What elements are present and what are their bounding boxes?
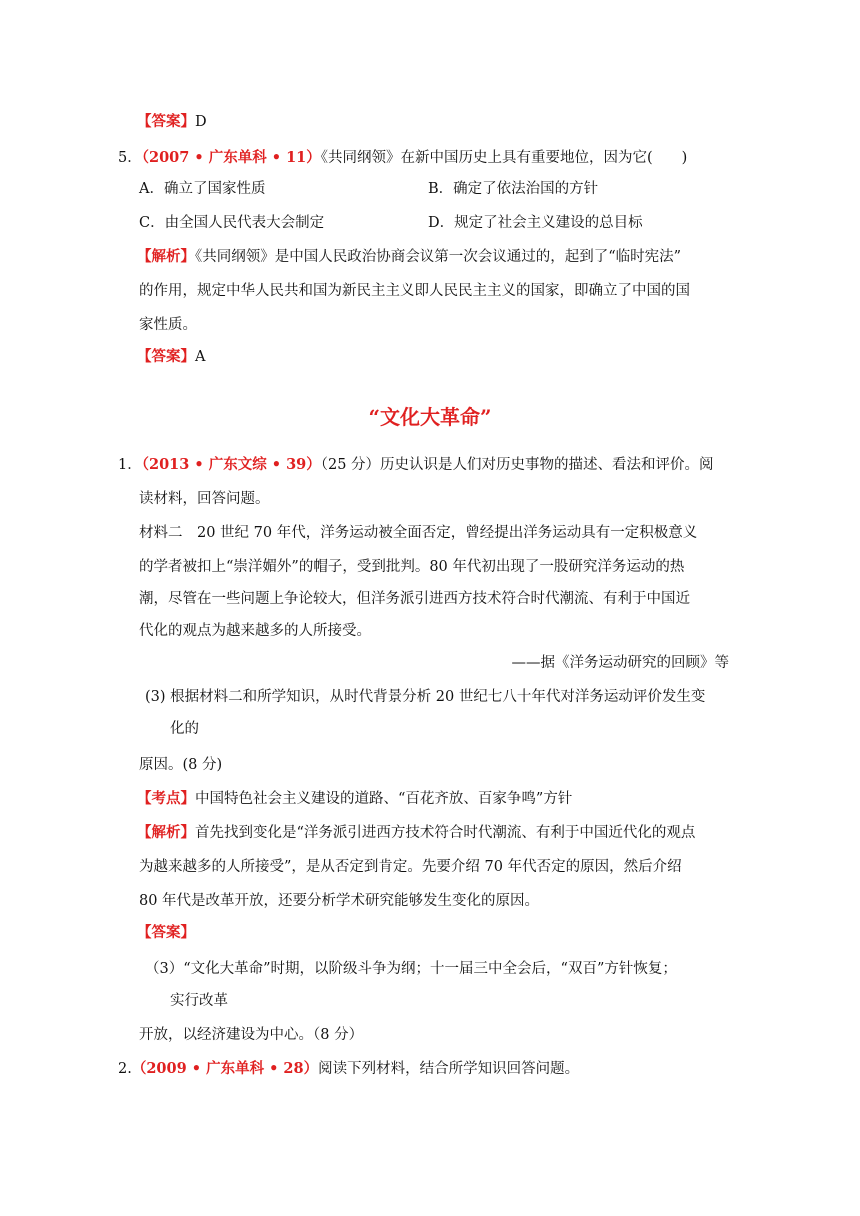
answer-tag-line: [137, 923, 195, 943]
answer-value: A: [195, 349, 206, 365]
option-b: B．确定了依法治国的方针: [428, 181, 599, 197]
material-line-1: 材料二 20 世纪 70 年代，洋务运动被全面否定，曾经提出洋务运动具有一定积极意义: [139, 525, 698, 541]
analysis-tag: 【解析】: [137, 824, 195, 841]
analysis-line-1: [137, 823, 695, 843]
prev-answer-line: [137, 112, 207, 132]
analysis-text: 首先找到变化是“洋务派引进西方技术符合时代潮流、有利于中国近代化的观点: [195, 825, 696, 841]
kaodian-text: 中国特色社会主义建设的道路、“百花齐放、百家争鸣”方针: [195, 791, 573, 807]
analysis-line-1: [137, 247, 681, 267]
answer-line: [137, 347, 205, 367]
analysis-line-3: 80 年代是改革开放，还要分析学术研究能够发生变化的原因。: [139, 893, 540, 909]
answer-value: D: [195, 114, 207, 130]
analysis-text: 《共同纲领》是中国人民政治协商会议第一次会议通过的，起到了“临时宪法”: [195, 249, 682, 265]
option-a: A．确立了国家性质: [139, 181, 266, 197]
answer-line-1: （3）“文化大革命”时期，以阶级斗争为纲；十一届三中全会后，“双百”方针恢复；: [145, 961, 677, 977]
material-line-3: 潮，尽管在一些问题上争论较大，但洋务派引进西方技术符合时代潮流、有利于中国近: [139, 591, 690, 607]
question-text: （25 分）历史认识是人们对历史事物的描述、看法和评价。阅: [320, 457, 714, 473]
question-number: 5．: [118, 150, 142, 166]
question-2-stem: [118, 1059, 579, 1079]
analysis-line-2: 的作用，规定中华人民共和国为新民主主义即人民民主主义的国家，即确立了中国的国: [139, 283, 690, 299]
question-5-stem: [118, 148, 687, 168]
answer-tag: 【答案】: [137, 113, 195, 130]
question-source: （2013 • 广东文综 • 39）: [141, 456, 321, 473]
question-1-stem-line-1: [118, 455, 714, 475]
material-line-4: 代化的观点为越来越多的人所接受。: [139, 623, 371, 639]
question-number: 1．: [118, 457, 142, 473]
question-source: （2009 • 广东单科 • 28）: [131, 1060, 319, 1077]
analysis-line-2: 为越来越多的人所接受”，是从否定到肯定。先要介绍 70 年代否定的原因，然后介绍: [139, 859, 682, 875]
section-title: “文化大革命”: [368, 405, 492, 429]
answer-line-3: 开放，以经济建设为中心。（8 分）: [139, 1027, 364, 1043]
answer-tag: 【答案】: [137, 924, 195, 941]
answer-tag: 【答案】: [137, 348, 195, 365]
kaodian-tag: 【考点】: [137, 790, 195, 807]
question-text: 阅读下列材料，结合所学知识回答问题。: [318, 1061, 580, 1077]
kaodian-line: [137, 789, 572, 809]
question-number: 2.: [118, 1061, 132, 1077]
sub-question-line-2: 化的: [170, 721, 199, 737]
question-source: （2007 • 广东单科 • 11）: [141, 149, 321, 166]
material-line-2: 的学者被扣上“崇洋媚外”的帽子，受到批判。80 年代初出现了一股研究洋务运动的热: [139, 559, 685, 575]
sub-question-line-3: 原因。(8 分): [139, 757, 223, 773]
question-1-stem-line-2: 读材料，回答问题。: [139, 491, 270, 507]
question-text: 《共同纲领》在新中国历史上具有重要地位，因为它( ): [320, 150, 688, 166]
option-c: C．由全国人民代表大会制定: [139, 215, 325, 231]
option-d: D．规定了社会主义建设的总目标: [428, 215, 643, 231]
answer-line-2: 实行改革: [170, 993, 228, 1009]
analysis-tag: 【解析】: [137, 248, 195, 265]
analysis-line-3: 家性质。: [139, 317, 197, 333]
sub-question-line-1: (3) 根据材料二和所学知识，从时代背景分析 20 世纪七八十年代对洋务运动评价发生变: [145, 689, 706, 705]
citation: ——据《洋务运动研究的回顾》等: [511, 655, 729, 671]
